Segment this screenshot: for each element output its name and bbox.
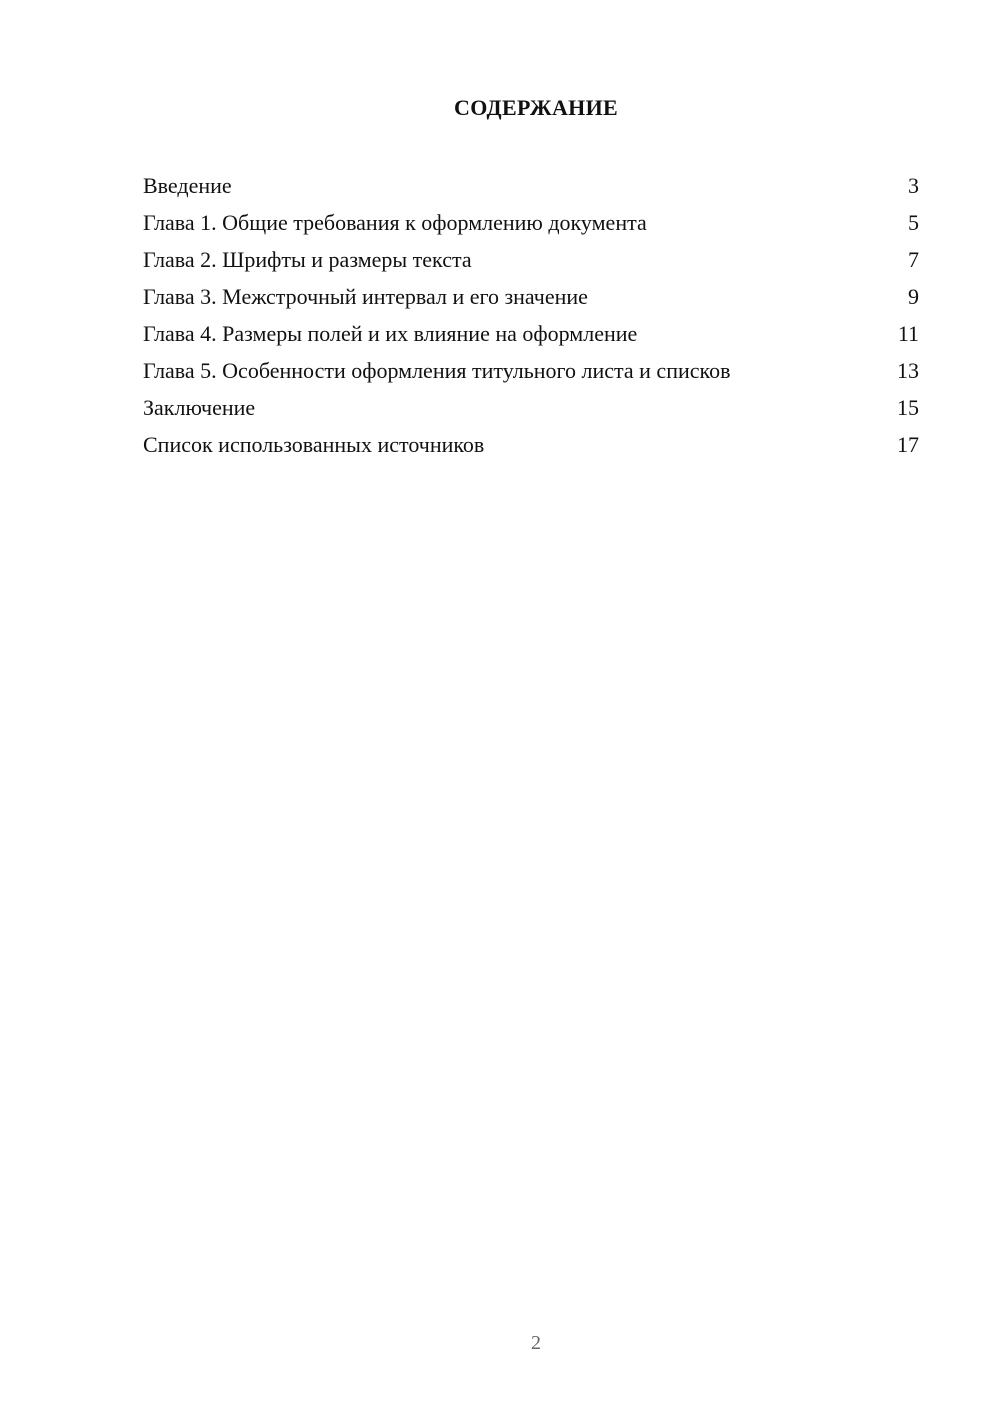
toc-entry-page-number: 13 bbox=[897, 358, 919, 383]
toc-entry-page-number: 5 bbox=[908, 210, 919, 235]
toc-entry-title: Глава 5. Особенности оформления титульного листа и списков bbox=[143, 358, 731, 383]
toc-entry-references bbox=[143, 426, 919, 463]
toc-entry-page-number: 3 bbox=[908, 173, 919, 198]
toc-entry-page-number: 15 bbox=[897, 395, 919, 420]
page-number: 2 bbox=[531, 1332, 541, 1354]
toc-entry-title: Глава 3. Межстрочный интервал и его значение bbox=[143, 284, 588, 309]
toc-heading: СОДЕРЖАНИЕ bbox=[454, 95, 618, 120]
toc-entry-page-number: 7 bbox=[908, 247, 919, 272]
toc-entry-title: Список использованных источников bbox=[143, 432, 485, 457]
toc-entry-introduction bbox=[143, 167, 919, 204]
toc-entry-chapter-4 bbox=[143, 315, 919, 352]
toc-list bbox=[143, 167, 919, 463]
toc-entry-title: Заключение bbox=[143, 395, 256, 420]
toc-entry-chapter-1 bbox=[143, 204, 919, 241]
toc-entry-title: Глава 2. Шрифты и размеры текста bbox=[143, 247, 472, 272]
toc-entry-chapter-5 bbox=[143, 352, 919, 389]
toc-entry-page-number: 11 bbox=[897, 321, 919, 346]
toc-entry-page-number: 9 bbox=[908, 284, 919, 309]
toc-entry-title: Глава 4. Размеры полей и их влияние на оформление bbox=[143, 321, 638, 346]
toc-entry-page-number: 17 bbox=[897, 432, 919, 457]
toc-entry-chapter-2 bbox=[143, 241, 919, 278]
toc-entry-chapter-3 bbox=[143, 278, 919, 315]
toc-entry-conclusion bbox=[143, 389, 919, 426]
toc-entry-title: Глава 1. Общие требования к оформлению документа bbox=[143, 210, 647, 235]
toc-entry-title: Введение bbox=[143, 173, 232, 198]
